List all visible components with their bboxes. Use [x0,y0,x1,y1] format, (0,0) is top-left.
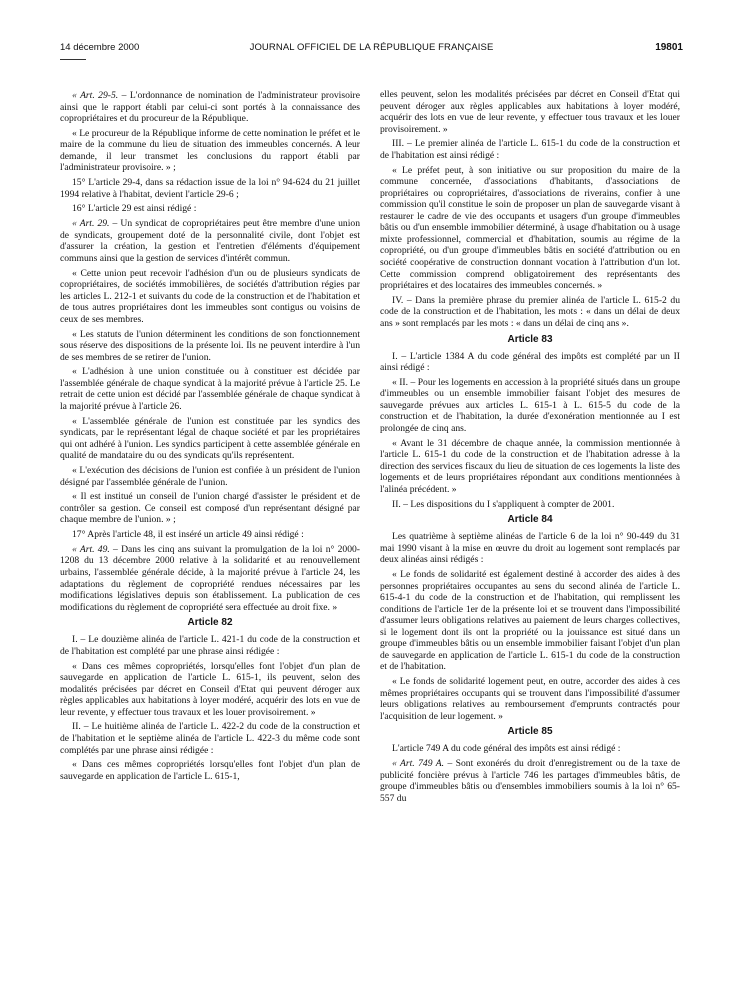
paragraph [60,177,360,200]
paragraph [60,759,360,782]
article-heading: Article 84 [507,514,553,526]
paragraph-text: « Le fonds de solidarité logement peut, en outre, accorder des aides à ces mêmes propriétaires occupants qui se trouvent dans l'impossibilité d'assumer leurs obligations relatives au remboursement d'emprunts contractés pour l'acquisition de leur logement. » [380,676,680,722]
paragraph [380,758,680,804]
header-date: 14 décembre 2000 [60,42,140,53]
paragraph [380,499,680,511]
paragraph [380,676,680,722]
paragraph-text: 17° Après l'article 48, il est inséré un article 49 ainsi rédigé : [72,529,304,541]
paragraph-text: « Les statuts de l'union déterminent les conditions de son fonctionnement sous réserve des dispositions de la présente loi. Ils ne peuvent interdire à l'un de ses membres de se retirer de l'union. [60,328,360,363]
paragraph-text: – Dans les cinq ans suivant la promulgation de la loi n° 2000-1208 du 13 décembre 2000 relative à la solidarité et au renouvellement urbains, l'assemblée générale décide, à la majorité prévue à l'article 24, les adaptations du règlement de copropriété rendues nécessaires par les modifications législatives depuis son établissement. La publication de ces modifications du règlement de copropriété sera effectuée au droit fixe. » [60,543,360,613]
paragraph-text: « Le préfet peut, à son initiative ou sur proposition du maire de la commune concernée, d'associations d'habitants, d'associations de propriétaires ou copropriétaires, d'associations de riverains, confier à une commission qu'il constitue le soin de proposer un plan de sauvegarde visant à restaurer le cadre de vie des occupants et usagers d'un groupe d'immeubles bâtis ou d'un ensemble immobilier déterminé, à usage d'habitation ou à usage mixte professionnel, commercial et d'habitation, soumis au régime de la copropriété, ou d'un groupe d'immeubles bâtis en société d'attribution ou en société coopérative de construction donnant vocation à l'attribution d'un lot. Cette commission comprend obligatoirement des représentants des propriétaires et des locataires des immeubles concernés. » [380,164,680,292]
paragraph-text: 16° L'article 29 est ainsi rédigé : [72,203,197,215]
paragraph-text: Les quatrième à septième alinéas de l'article 6 de la loi n° 90-449 du 31 mai 1990 visant à la mise en œuvre du droit au logement sont remplacés par deux alinéas ainsi rédigés : [380,531,680,566]
paragraph [380,438,680,496]
paragraph [60,268,360,326]
paragraph [380,165,680,292]
paragraph-text: – Un syndicat de copropriétaires peut être membre d'une union de syndicats, groupement doté de la personnalité civile, dont l'objet est d'assurer la création, la gestion et l'entretien d'éléments d'équipement communs ainsi que la gestion de services d'intérêt commun. [60,218,360,264]
paragraph [60,465,360,488]
paragraph [380,89,680,135]
paragraph-text: – L'ordonnance de nomination de l'administrateur provisoire ainsi que le rapport établi par celui-ci sont portés à la connaissance des copropriétaires et du procureur de la République. [60,90,360,125]
paragraph [60,366,360,412]
paragraph-text: « L'assemblée générale de l'union est constituée par les syndics des syndicats, par le représentant légal de chaque société et par les propriétaires qui ont adhéré à l'union. Les syndics participent à cette assemblée générale en qualité de mandataire du ou des syndicats qu'ils représentent. [60,415,360,462]
paragraph [380,743,680,755]
article-reference: « Art. 749 A. [392,758,445,770]
article-heading: Article 82 [187,617,233,629]
paragraph [60,218,360,264]
paragraph-text: III. – Le premier alinéa de l'article L. 615-1 du code de la construction et de l'habitation est ainsi rédigé : [380,138,680,161]
paragraph [380,138,680,161]
journal-title: JOURNAL OFFICIEL DE LA RÉPUBLIQUE FRANÇAISE [249,42,494,53]
paragraph-text: L'article 749 A du code général des impôts est ainsi rédigé : [392,743,621,755]
paragraph [380,295,680,330]
right-column [380,89,680,807]
paragraph-text: I. – Le douzième alinéa de l'article L. 421-1 du code de la construction et de l'habitation est complété par une phrase ainsi rédigée : [60,634,360,657]
paragraph [60,329,360,364]
paragraph [60,544,360,613]
left-column [60,90,360,786]
paragraph [60,721,360,756]
paragraph [60,416,360,462]
paragraph [60,661,360,719]
paragraph-text: « Le procureur de la République informe de cette nomination le préfet et le maire de la commune du lieu de situation des immeubles concernés. A leur demande, il leur transmet les conclusions du rapport établi par l'administrateur provisoire. » ; [60,127,360,174]
page-number: 19801 [655,42,683,53]
article-reference: « Art. 29-5. [72,90,119,101]
paragraph-text: « Il est institué un conseil de l'union chargé d'assister le président et de contrôler sa gestion. Ce conseil est composé d'un représentant désigné par chaque membre de l'union. » ; [60,491,360,526]
paragraph [60,90,360,125]
article-reference: « Art. 49. [72,543,110,555]
article-reference: « Art. 29. [72,218,110,230]
paragraph-text: I. – L'article 1384 A du code général des impôts est complété par un II ainsi rédigé : [380,350,680,374]
paragraph-text: II. – Le huitième alinéa de l'article L. 422-2 du code de la construction et de l'habitation et le septième alinéa de l'article L. 422-3 du même code sont complétés par une phrase ainsi rédigée : [60,721,360,756]
paragraph-text: « Dans ces mêmes copropriétés, lorsqu'elles font l'objet d'un plan de sauvegarde en application de l'article L. 615-1, ils peuvent, selon des modalités précisées par décret en Conseil d'Etat qui peuvent déroger aux règles applicables aux habitations à loyer modéré, acquérir des lots en vue de leur revente, y effectuer tous travaux et les louer provisoirement. » [60,660,360,718]
paragraph-text: « Le fonds de solidarité est également destiné à accorder des aides à des personnes propriétaires occupantes au sens du second alinéa de l'article L. 615-4-1 du code de la construction et de l'habitation, qui remplissent les conditions de l'article 1er de la présente loi et se trouvent dans l'impossibilité d'assumer leurs obligations relatives au paiement de leurs charges collectives, si le logement dont ils ont la propriété ou la jouissance est situé dans un groupe d'immeubles bâtis ou un ensemble immobilier faisant l'objet d'un plan de sauvegarde en application de l'article L. 615-1 du code de la construction et de l'habitation. [380,569,680,673]
paragraph [60,203,360,215]
paragraph [380,351,680,374]
paragraph-text: – Sont exonérés du droit d'enregistrement ou de la taxe de publicité foncière prévus à l'article 746 les partages d'immeubles bâtis, de groupe d'immeubles bâtis ou d'ensembles immobiliers soumis à la loi n° 65-557 du [380,758,681,804]
paragraph-text: « L'exécution des décisions de l'union est confiée à un président de l'union désigné par l'assemblée générale de l'union. [60,465,360,488]
paragraph [380,569,680,673]
article-heading: Article 83 [507,333,553,345]
paragraph-text: « Dans ces mêmes copropriétés lorsqu'elles font l'objet d'un plan de sauvegarde en application de l'article L. 615-1, [60,759,360,782]
paragraph [60,491,360,526]
paragraph-text: « II. – Pour les logements en accession à la propriété situés dans un groupe d'immeubles ou un ensemble immobilier faisant l'objet des mesures de sauvegarde prévues aux articles L. 615-1 à L. 615-5 du code de la construction et de l'habitation, la durée d'exonération mentionnée au I est prolongée de cinq ans. [380,376,680,434]
header-rule [60,59,86,60]
paragraph-text: « Cette union peut recevoir l'adhésion d'un ou de plusieurs syndicats de copropriétaires, de sociétés immobilières, de sociétés d'attribution régies par les articles L. 212-1 et suivants du code de la construction et de l'habitation et de tous autres propriétaires dont les immeubles sont contigus ou voisins de ceux de ses membres. [60,267,360,325]
paragraph-text: IV. – Dans la première phrase du premier alinéa de l'article L. 615-2 du code de la construction et de l'habitation, les mots : « dans un délai de deux ans » sont remplacés par les mots : « dans un délai de cinq ans ». [380,294,680,329]
paragraph-text: 15° L'article 29-4, dans sa rédaction issue de la loi n° 94-624 du 21 juillet 1994 relative à l'habitat, devient l'article 29-6 ; [60,177,360,200]
paragraph-text: « L'adhésion à une union constituée ou à constituer est décidée par l'assemblée générale de chaque syndicat à la majorité prévue à l'article 25. Le retrait de cette union est décidé par l'assemblée générale de chaque syndicat à la majorité prévue à l'article 26. [60,366,360,412]
paragraph-text: elles peuvent, selon les modalités précisées par décret en Conseil d'Etat qui peuvent déroger aux règles applicables aux habitations à loyer modéré, acquérir des lots en vue de leur revente, y effectuer tous travaux et les louer provisoirement. » [380,89,680,135]
paragraph [60,128,360,174]
article-heading: Article 85 [507,726,553,738]
paragraph [60,529,360,541]
paragraph-text: II. – Les dispositions du I s'appliquent à compter de 2001. [392,498,615,510]
paragraph [60,634,360,657]
paragraph [380,531,680,566]
paragraph-text: « Avant le 31 décembre de chaque année, la commission mentionnée à l'article L. 615-1 du code de la construction et de l'habitation adresse à la direction des services fiscaux du lieu de situation de ces logements la liste des logements et de leurs propriétaires répondant aux conditions mentionnées à l'alinéa précédent. » [380,437,680,495]
paragraph [380,377,680,435]
page-header [60,42,683,56]
